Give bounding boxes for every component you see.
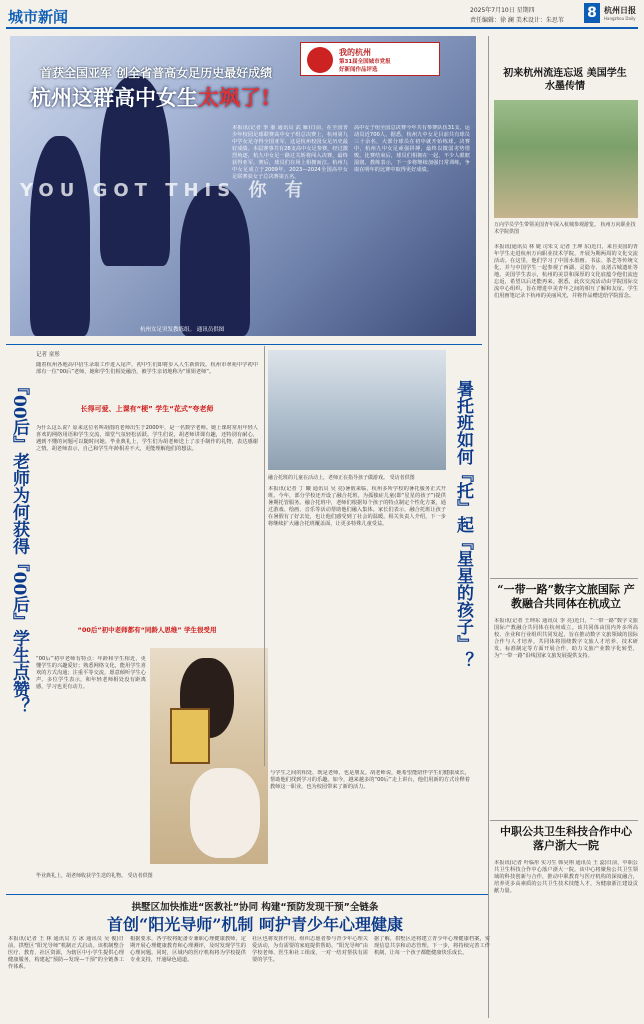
teacher-photo-caption: 毕业典礼上，胡老师收获学生送的礼物。 受访者供图 — [36, 873, 153, 879]
award-logo-line1: 第31届全国城市党报 — [339, 59, 391, 65]
page-number: 8 — [584, 3, 600, 23]
teacher-article-body3: “00后”初中老师有特点：年龄和学生相近，更懂学生的兴趣爱好；熟悉网络文化，能用学生喜欢的方式沟通；注重平等交流，愿意倾听学生心声。多位学生表示，和年轻老师相处没有距离感，学习也更有动力。 — [36, 656, 146, 690]
bottom-article-headline: 首创“阳光导师”机制 呵护青少年心理健康 — [107, 915, 403, 934]
feature-body-col1: 本报讯(记者 季 蓁 通讯员 武 雁)日前，在全国青少年校园足球联赛高中女子组总决赛上，杭州第九中学女足夺得全国亚军，这是杭州校园女足历史最好成绩。本届赛事共有28支高中女足参赛，经过激烈角逐，杭九中女足一路过关斩将闯入决赛，最终获得亚军。赛后，球员们在场上相拥而泣。杭州九中女足成立于2009年，2023—2024全国高中女足联赛获女子总决赛第五名。 — [232, 125, 348, 180]
article-title-belt-road: “一带一路”数字文旅国际 产教融合共同体在杭成立 — [497, 583, 635, 610]
summer-class-caption: 融合托班的儿童在活动上，老师正在指导孩子做游戏。 受访者供图 — [268, 475, 415, 481]
feature-caption: 杭州女足突发教练组。 通讯员供图 — [140, 327, 225, 333]
editor-credits: 责任编辑：徐 澜 美术设计：朱思苇 — [470, 17, 564, 24]
headline-accent: 太飒了! — [198, 85, 271, 110]
divider — [490, 578, 638, 579]
award-logo-box — [300, 42, 440, 76]
summer-article-headline: 暑托班如何『托』起『星星的孩子』？ — [453, 380, 473, 669]
teacher-photo — [150, 648, 268, 864]
feature-kicker: 首获全国亚军 创全省普高女足历史最好成绩 — [40, 66, 273, 80]
us-students-caption: 万向学员学生带领美国青年深入杭城参观游览。 杭州万向职业技术学院供图 — [494, 222, 636, 235]
bottom-body-col3: 社区也将发挥作用，组织志愿者参与青少年心理关爱活动，为有需要的家庭提供帮助。“阳光导师”由学校老师、医生和社工组成，一对一结对帮扶有需要的学生。 — [252, 936, 368, 963]
teacher-article-subhead2: “00后”初中老师都有“同龄人思维” 学生很受用 — [77, 626, 217, 634]
us-students-photo — [494, 100, 638, 218]
public-health-body: 本报讯(记者 叶临彤 实习生 韩昊翔 通讯员 王 蕊)日前，中职公共卫生科技合作中心落户浙大一院。该中心将聚焦公共卫生领域的科技创新与合作，推动中职教育与医疗机构的深度融合，培养更多高素质的公共卫生技术技能人才，为健康浙江建设贡献力量。 — [494, 860, 638, 894]
bottom-body-col4: 据了解，拱墅区还将建立青少年心理健康档案，实现信息共享和动态管理。下一步，将持续完善工作机制，让每一个孩子都能健康快乐成长。 — [374, 936, 490, 956]
award-seal-icon — [307, 47, 333, 73]
article-title-public-health: 中职公共卫生科技合作中心 落户浙大一院 — [500, 825, 632, 852]
summer-article-body: 本报讯(记者 丁 曦 通讯员 吴 亮)暑假来临，杭州多所学校的暑托服务正式开班。今年，部分学校还开设了融合托班，为孤独症儿童(即“星星的孩子”)提供暑期托管服务。融合托班中，老师们根据每个孩子的特点制定个性化方案，通过游戏、绘画、音乐等活动帮助他们融入集体。家长们表示，融合托班让孩子在暑假有了好去处，也让他们感受到了社会的温暖。相关负责人介绍，下一步将继续扩大融合托班覆盖面，让更多特殊儿童受益。 — [268, 486, 446, 527]
divider — [490, 820, 638, 821]
headline-main: 杭州这群高中女生 — [30, 85, 198, 110]
newspaper-masthead: 杭州日报 — [604, 5, 636, 15]
feature-headline — [30, 82, 270, 112]
teacher-article-headline: 『00后』老师为何获得『00后』学生点赞？ — [9, 378, 29, 715]
bottom-article-body — [8, 936, 490, 1022]
teacher-article-body2: 为什么这么说？原来这位名叫胡雨的老师出生于2000年，是一名数学老师。她上课时常用年轻人喜欢的网络用语和学生交流，课堂气氛轻松活跃。学生们说，胡老师讲课有趣，还特别有耐心，遇到不懂的问题可以随时问她。毕业典礼上，学生们为胡老师送上了亲手制作的礼物，表达感谢之情。胡老师表示，自己和学生年龄相差不大，更能理解他们的想法。 — [36, 425, 258, 452]
us-students-body: 本报讯(通讯员 林 婕 司朱文 记者 王坤 东)近日，来自美国的青年学生走进杭州万向职业技术学院，开展为期两周的文化交流活动。在这里，他们学习了中国水墨画、书法、茶艺等传统文化，并与中国学生一起参观了西湖、灵隐寺、良渚古城遗址等地。美国学生表示，杭州的美景和深厚的文化底蕴令他们流连忘返，希望以后还能再来。据悉，此次交流活动由学院国际交流中心组织，旨在增进中美青年之间的相互了解和友谊。学生们用画笔记录下杭州的美丽风光，并将作品赠送给学院留念。 — [494, 244, 638, 299]
bottom-body-col2: 根据要求，各学校将配备专兼职心理健康教师，定期开展心理健康教育和心理测评，及时发现学生的心理问题。同时，区域内的医疗机构将为学校提供专业支持，开通绿色通道。 — [130, 936, 246, 963]
teacher-article-subhead1: 长得可爱、上课有“梗” 学生“花式”夸老师 — [80, 405, 214, 413]
teacher-article-reporter: 记者 童彤 — [36, 352, 60, 358]
belt-road-body: 本报讯(记者 王坤东 通讯员 李 亮)近日，“一带一路”数字文旅国际产教融合共同体在杭州成立。该共同体由国内外多所高校、企业和行业组织共同发起，旨在推动数字文旅领域的国际合作与人才培养。共同体将围绕数字文旅人才培养、技术研发、标准制定等方面开展合作，助力文旅产业数字化转型，为“一带一路”沿线国家文旅发展提供支持。 — [494, 618, 638, 659]
section-title: 城市新闻 — [8, 8, 69, 26]
column-divider — [264, 346, 265, 766]
divider — [6, 344, 482, 345]
teacher-article-body4: 与学生之间的相处，既是老师，也是朋友。胡老师说，她希望能陪伴学生们健康成长，帮助他们找到学习的乐趣。如今，越来越多的“00后”走上讲台，他们用新的方式诠释着教师这一职业，也为校园带来了新的活力。 — [270, 770, 470, 790]
newspaper-masthead-sub: Hangzhou Daily — [604, 16, 636, 21]
column-divider — [488, 36, 489, 1018]
bottom-body-col1: 本报讯(记者 王 林 通讯员 方 冰 通讯员 吴 俊)日前，拱墅区“阳光导师”机制正式启动。该机制整合医疗、教育、社区资源，为辖区中小学生提供心理健康服务，构建起“预防—发现—干预”的全链条工作体系。 — [8, 936, 124, 970]
feature-body — [232, 125, 470, 325]
award-logo-title: 我的杭州 — [339, 48, 371, 57]
bottom-article-kicker: 拱墅区加快推进“医教社”协同 构建“预防发现干预”全链条 — [131, 902, 379, 913]
divider — [6, 894, 488, 895]
feature-body-col2: 高中女子组全国总决赛今年共有参赛队伍31支、运动员近700人。据悉，杭州九中女足目前共有球员三十余名，大部分球员在初中就开始练球。决赛中，杭州九中女足顽强拼搏，最终以微弱劣势惜败。比赛结束后，球员们相拥在一起，不少人眼眶湿润。教练表示，下一步将继续加强日常训练，争取在明年的比赛中取得更好成绩。 — [354, 125, 470, 173]
teacher-article-body1: 随着杭州各地高中招生录取工作进入尾声，初中生们即将步入人生新阶段。杭州市翠苑中学初中部有一位“00后”老师，她和学生们相处融洽，被学生亲切地称为“姐姐老师”。 — [36, 362, 258, 375]
summer-class-photo — [268, 350, 446, 470]
article-title-us-students: 初来杭州流连忘返 美国学生水墨传情 — [503, 68, 627, 92]
award-logo-line2: 好新闻作品评选 — [339, 67, 378, 73]
header-divider — [6, 27, 638, 29]
issue-date: 2025年7月10日 星期四 — [470, 7, 535, 14]
photo-watermark: YOU GOT THIS 你 有 — [20, 180, 309, 201]
